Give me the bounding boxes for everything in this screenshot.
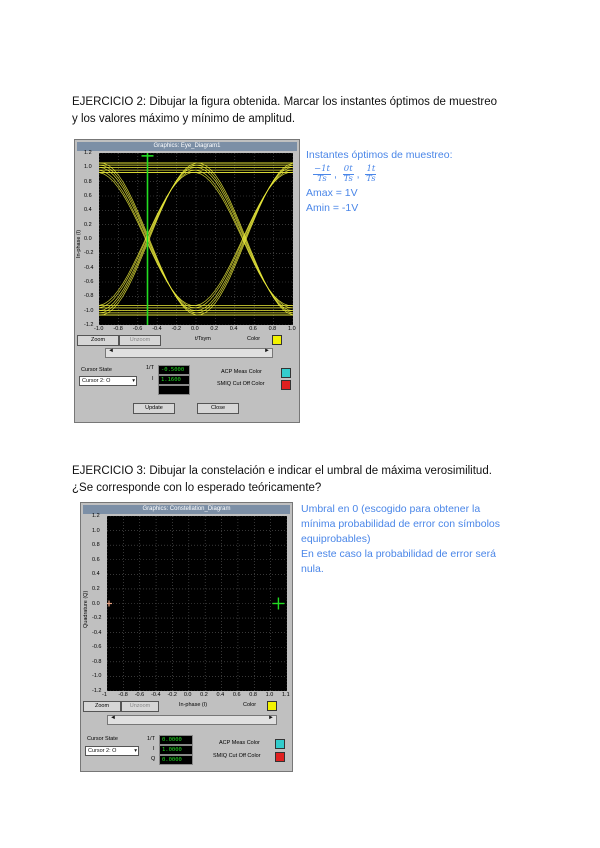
frac-minus-one: $\frac{-1t}{Ts}$ xyxy=(314,164,330,184)
const-cursor-select[interactable] xyxy=(85,746,139,756)
close-button[interactable]: Close xyxy=(197,403,239,414)
y-tick-label: -1.2 xyxy=(92,688,102,694)
const-color-swatch[interactable] xyxy=(267,701,277,711)
y-tick-label: -0.2 xyxy=(84,250,94,257)
const-xlabel: In-phase (I) xyxy=(179,702,208,708)
x-tick-label: -1.0 xyxy=(94,326,104,332)
cursor-state-label: Cursor State xyxy=(81,367,112,373)
x-tick-label: 1.0 xyxy=(288,326,296,332)
y-tick-label: -0.8 xyxy=(84,293,94,300)
y-tick-label: -0.2 xyxy=(92,615,102,622)
y-tick-label: 0.8 xyxy=(92,542,100,549)
answer-line-3: equiprobables) xyxy=(301,533,371,545)
eye-trace xyxy=(99,167,293,310)
eye-trace xyxy=(99,165,293,313)
readout-value-2[interactable]: 1.1600 xyxy=(158,375,190,385)
y-tick-label: -1.0 xyxy=(84,307,94,314)
y-tick-label: -1.2 xyxy=(84,322,94,328)
cursor-select-value: Cursor 2: O xyxy=(82,378,111,384)
x-tick-label: -0.2 xyxy=(167,692,177,698)
y-tick-label: 0.8 xyxy=(84,178,92,185)
constellation-plot xyxy=(107,516,287,691)
y-tick-label: 0.4 xyxy=(84,207,92,214)
amin-text: Amin = -1V xyxy=(306,202,359,214)
smiq-label: SMIQ Cut Off Color xyxy=(217,381,265,387)
const-readout-label-3: Q xyxy=(151,756,156,762)
y-tick-label: -0.4 xyxy=(84,264,94,271)
x-tick-label: 0.4 xyxy=(216,692,225,698)
x-tick-label: 0.6 xyxy=(232,692,241,698)
const-color-label: Color xyxy=(243,702,257,708)
const-ylabel: Quadrature (Q) xyxy=(83,590,89,628)
const-cursor-state-label: Cursor State xyxy=(87,736,118,742)
exercise-2-answer xyxy=(306,148,453,216)
y-tick-label: 0.0 xyxy=(84,236,92,242)
exercise-2-line-1: EJERCICIO 2: Dibujar la figura obtenida. Marcar los instantes óptimos de muestreo xyxy=(72,96,498,108)
y-tick-label: 1.2 xyxy=(84,150,92,156)
y-tick-label: -1.0 xyxy=(92,673,102,680)
eye-trace xyxy=(99,163,293,315)
sampling-instants: $\frac{-1t}{Ts}$ , $\frac{0t}{Ts}$ , $\frac{1t}{Ts}$ xyxy=(314,164,376,184)
const-smiq-color-swatch[interactable] xyxy=(275,752,285,762)
eye-ylabel: In-phase (I) xyxy=(76,229,82,258)
acp-label: ACP Meas Color xyxy=(221,369,262,375)
y-tick-label: 1.0 xyxy=(92,527,100,534)
y-tick-label: -0.6 xyxy=(84,279,94,285)
const-scroll-right-icon[interactable]: ► xyxy=(268,715,274,721)
amax-text: Amax = 1V xyxy=(306,187,358,199)
x-tick-label: 1.1 xyxy=(282,692,290,698)
y-tick-label: 0.6 xyxy=(84,193,92,199)
eye-trace xyxy=(99,167,293,310)
x-tick-label: 0.8 xyxy=(249,692,257,698)
answer-line-2: mínima probabilidad de error con símbolos xyxy=(301,518,501,530)
exercise-3-line-1: EJERCICIO 3: Dibujar la constelación e indicar el umbral de máxima verosimilitud. xyxy=(72,465,492,477)
x-tick-label: -0.4 xyxy=(152,326,162,332)
y-tick-label: 0.2 xyxy=(84,221,92,228)
color-label: Color xyxy=(247,336,261,342)
y-tick-label: -0.6 xyxy=(92,644,102,651)
readout-label-1: 1/T xyxy=(146,365,154,371)
x-tick-label: -0.6 xyxy=(132,326,143,332)
y-tick-label: 1.0 xyxy=(84,164,92,171)
y-tick-label: 0.6 xyxy=(92,556,100,563)
exercise-2-line-2: y los valores máximo y mínimo de amplitud. xyxy=(72,113,296,125)
y-tick-label: 1.2 xyxy=(92,513,100,519)
eye-trace xyxy=(99,165,293,313)
acp-color-swatch[interactable] xyxy=(281,368,291,378)
exercise-3-answer xyxy=(301,502,500,577)
const-readout-value-1[interactable]: 0.0000 xyxy=(159,735,193,745)
update-button[interactable]: Update xyxy=(133,403,175,414)
readout-label-2: I xyxy=(152,376,154,382)
const-readout-value-3[interactable]: 0.0000 xyxy=(159,755,193,765)
eye-trace xyxy=(99,165,293,313)
x-tick-label: -0.4 xyxy=(151,692,161,698)
x-tick-label: -1 xyxy=(102,692,107,698)
answer-line-4: En este caso la probabilidad de error será xyxy=(301,548,496,560)
y-tick-label: -0.4 xyxy=(92,629,102,636)
x-tick-label: 0.2 xyxy=(210,326,219,332)
x-tick-label: -0.8 xyxy=(118,692,128,698)
eye-diagram-window xyxy=(74,139,300,423)
unzoom-button[interactable]: Unzoom xyxy=(119,335,161,346)
x-tick-label: 0.0 xyxy=(183,692,192,698)
const-chevron-down-icon: ▾ xyxy=(134,748,137,754)
x-tick-label: 0.2 xyxy=(200,692,208,698)
frac-one: $\frac{1t}{Ts}$ xyxy=(366,164,376,184)
eye-trace xyxy=(99,165,293,313)
x-tick-label: -0.8 xyxy=(113,326,123,332)
eye-trace xyxy=(99,163,293,315)
eye-trace xyxy=(99,163,293,315)
eye-trace xyxy=(99,167,293,310)
constellation-window xyxy=(80,502,293,772)
eye-scrollbar[interactable] xyxy=(105,348,273,358)
zoom-button[interactable]: Zoom xyxy=(77,335,119,346)
eye-xlabel: t/Tsym xyxy=(195,336,211,342)
eye-trace xyxy=(99,163,293,315)
const-smiq-label: SMIQ Cut Off Color xyxy=(213,753,261,759)
exercise-3-question xyxy=(72,463,542,497)
color-swatch[interactable] xyxy=(272,335,282,345)
readout-value-1[interactable]: -0.5000 xyxy=(158,365,190,375)
readout-value-3[interactable] xyxy=(158,385,190,395)
cursor-select[interactable] xyxy=(79,376,137,386)
const-readout-label-1: 1/T xyxy=(147,736,155,742)
answer-line-1: Umbral en 0 (escogido para obtener la xyxy=(301,503,481,515)
x-tick-label: 0.0 xyxy=(191,326,199,332)
answer-title: Instantes óptimos de muestreo: xyxy=(306,149,453,161)
x-tick-label: 1.0 xyxy=(265,692,274,698)
eye-window-title: Graphics: Eye_Diagram1 xyxy=(77,142,297,151)
const-cursor-select-value: Cursor 2: O xyxy=(88,748,117,754)
y-tick-label: 0.4 xyxy=(92,571,100,578)
const-zoom-button[interactable]: Zoom xyxy=(83,701,121,712)
const-scrollbar[interactable] xyxy=(107,715,277,725)
answer-line-5: nula. xyxy=(301,563,324,575)
y-tick-label: 0.2 xyxy=(92,585,100,592)
const-readout-label-2: I xyxy=(153,746,155,752)
eye-diagram-plot xyxy=(99,153,293,325)
const-acp-label: ACP Meas Color xyxy=(219,740,260,746)
x-tick-label: -0.6 xyxy=(134,692,145,698)
eye-trace xyxy=(99,167,293,310)
exercise-3-line-2: ¿Se corresponde con lo esperado teóricamente? xyxy=(72,482,322,494)
exercise-2-question xyxy=(72,94,542,128)
x-tick-label: 0.6 xyxy=(249,326,257,332)
const-plot-area xyxy=(107,516,287,691)
frac-zero: $\frac{0t}{Ts}$ xyxy=(343,164,353,184)
const-unzoom-button[interactable]: Unzoom xyxy=(121,701,159,712)
scroll-left-icon[interactable]: ◄ xyxy=(108,348,114,354)
y-tick-label: 0.0 xyxy=(92,600,100,607)
x-tick-label: 0.8 xyxy=(268,326,277,332)
const-acp-color-swatch[interactable] xyxy=(275,739,285,749)
const-window-title: Graphics: Constellation_Diagram xyxy=(83,505,290,514)
y-tick-label: -0.8 xyxy=(92,658,102,665)
scroll-right-icon[interactable]: ► xyxy=(264,348,270,354)
const-readout-value-2[interactable]: 1.0000 xyxy=(159,745,193,755)
eye-plot-area xyxy=(99,153,293,325)
smiq-color-swatch[interactable] xyxy=(281,380,291,390)
const-scroll-left-icon[interactable]: ◄ xyxy=(110,715,116,721)
chevron-down-icon: ▾ xyxy=(132,378,135,384)
x-tick-label: 0.4 xyxy=(229,326,238,332)
x-tick-label: -0.2 xyxy=(171,326,182,332)
